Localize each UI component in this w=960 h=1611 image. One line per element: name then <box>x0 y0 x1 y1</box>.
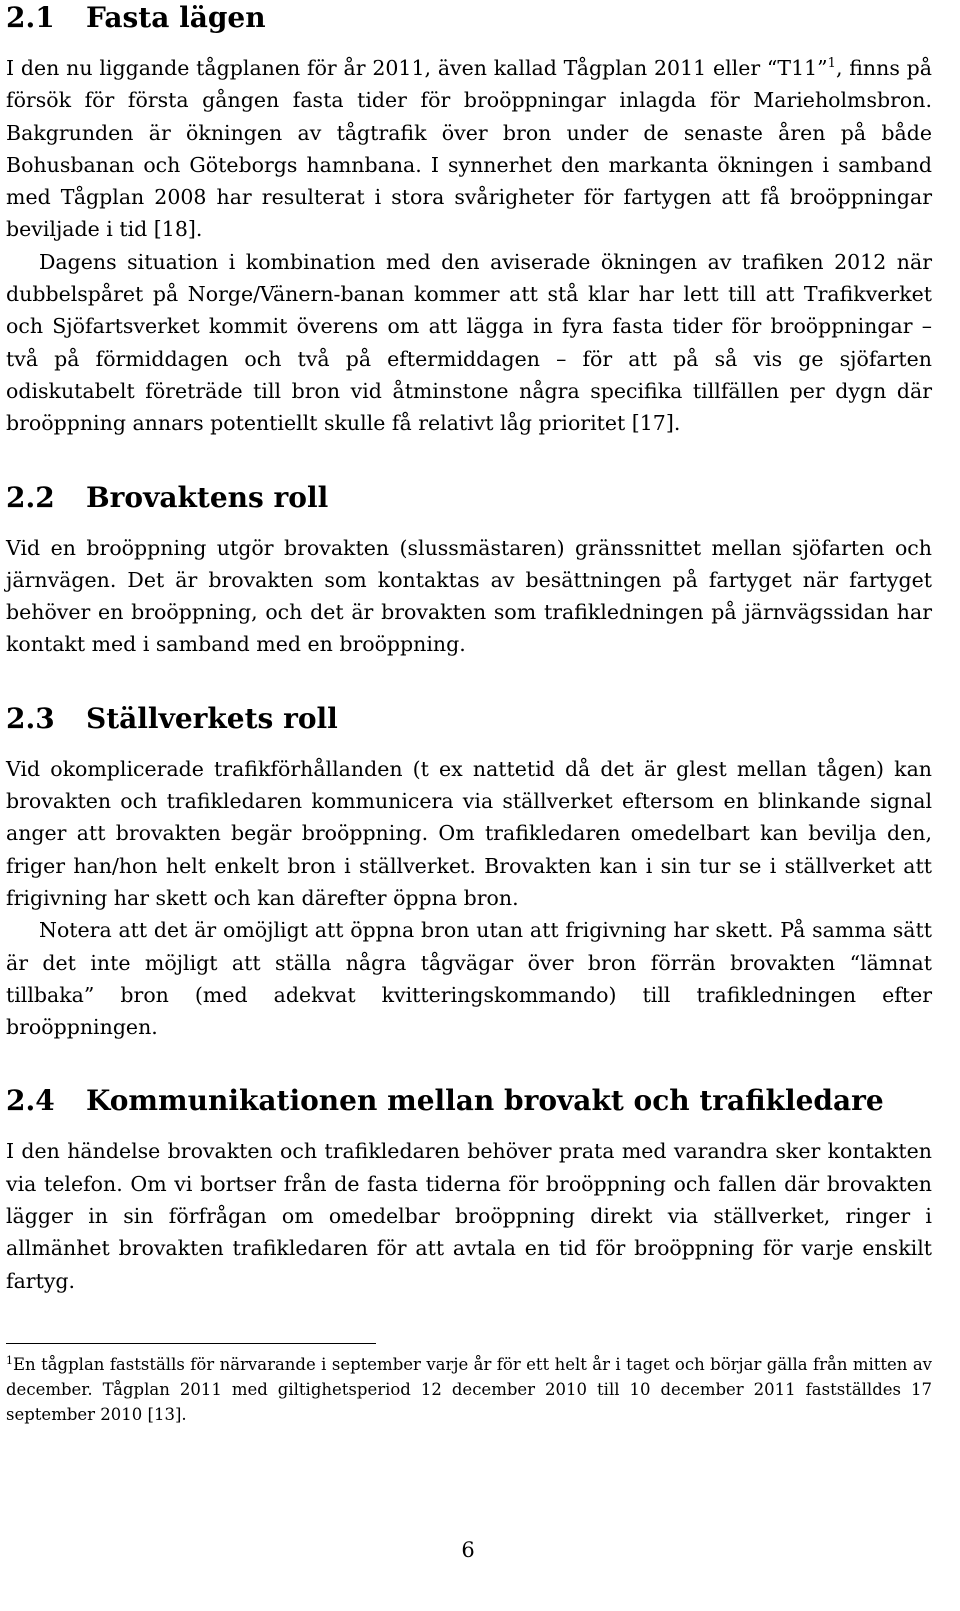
section-heading-2-3 <box>6 701 932 737</box>
section-heading-2-4 <box>6 1083 932 1119</box>
paragraph: Notera att det är omöjligt att öppna bron utan att frigivning har skett. På samma sätt är det inte möjligt att ställa några tågvägar över bron förrän brovakten “lämnat tillbaka” bron (med adekvat kvitteringskommando) till trafikledningen efter broöppningen. <box>6 918 932 1040</box>
section-title: Brovaktens roll <box>86 480 329 514</box>
page-number: 6 <box>461 1538 475 1562</box>
footnote-divider <box>6 1343 376 1344</box>
section-heading-2-1 <box>6 0 932 36</box>
paragraph: Vid en broöppning utgör brovakten (slussmästaren) gränssnittet mellan sjöfarten och järnvägen. Det är brovakten som kontaktas av besättningen på fartyget när fartyget behöver en broöppning, och det är brovakten som trafikledningen på järnvägssidan har kontakt med i samband med en broöppning. <box>6 535 932 657</box>
page-content <box>6 0 932 1297</box>
section-title: Kommunikationen mellan brovakt och trafikledare <box>86 1084 884 1118</box>
section-number: 2.2 <box>6 480 55 514</box>
paragraph <box>6 52 932 246</box>
section-number: 2.4 <box>6 1084 55 1118</box>
paragraph: Dagens situation i kombination med den aviserade ökningen av trafiken 2012 när dubbelspåret på Norge/Vänern-banan kommer att stå klar har lett till att Trafikverket och Sjöfartsverket kommit överens om att lägga in fyra fasta tider för broöppningar – två på förmiddagen och två på eftermiddagen – för att på så vis ge sjöfarten odiskutabelt företräde till bron vid åtminstone några specifika tillfällen per dygn där broöppning annars potentiellt skulle få relativt låg prioritet [17]. <box>6 249 932 436</box>
section-number: 2.1 <box>6 1 55 34</box>
paragraph-text: I den nu liggande tågplanen för år 2011, även kallad Tågplan 2011 eller “T11” <box>6 56 828 80</box>
section-title: Fasta lägen <box>86 1 266 34</box>
footnote-mark: 1 <box>6 1354 13 1367</box>
section-title: Ställverkets roll <box>86 701 338 735</box>
paragraph: I den händelse brovakten och trafikledaren behöver prata med varandra sker kontakten via telefon. Om vi bortser från de fasta tiderna för broöppning och fallen där brovakten lägger in sin förfrågan om omedelbar broöppning direkt via ställverket, ringer i allmänhet brovakten trafikledaren för att avtala en tid för broöppning för varje enskilt fartyg. <box>6 1139 932 1293</box>
footnote <box>6 1352 932 1427</box>
paragraph: Vid okomplicerade trafikförhållanden (t ex nattetid då det är glest mellan tågen) kan brovakten och trafikledaren kommunicera via ställverket eftersom en blinkande signal anger att brovakten begär broöppning. Om trafikledaren omedelbart kan bevilja den, friger han/hon helt enkelt bron i ställverket. Brovakten kan i sin tur se i ställverket att frigivning har skett och kan därefter öppna bron. <box>6 756 932 910</box>
footnote-text: En tågplan fastställs för närvarande i september varje år för ett helt år i taget och börjar gälla från mitten av december. Tågplan 2011 med giltighetsperiod 12 december 2010 till 10 december 2011 fastställdes 17 september 2010 [13]. <box>6 1355 932 1424</box>
section-heading-2-2 <box>6 480 932 516</box>
paragraph-text: , finns på försök för första gången fasta tider för broöppningar inlagda för Marieholmsbron. Bakgrunden är ökningen av tågtrafik över bron under de senaste åren på både Bohusbanan och Göteborgs hamnbana. I synnerhet den markanta ökningen i samband med Tågplan 2008 har resulterat i stora svårigheter för fartygen att få broöppningar beviljade i tid [18]. <box>6 56 932 242</box>
footnote-ref: 1 <box>827 56 836 71</box>
section-number: 2.3 <box>6 701 55 735</box>
